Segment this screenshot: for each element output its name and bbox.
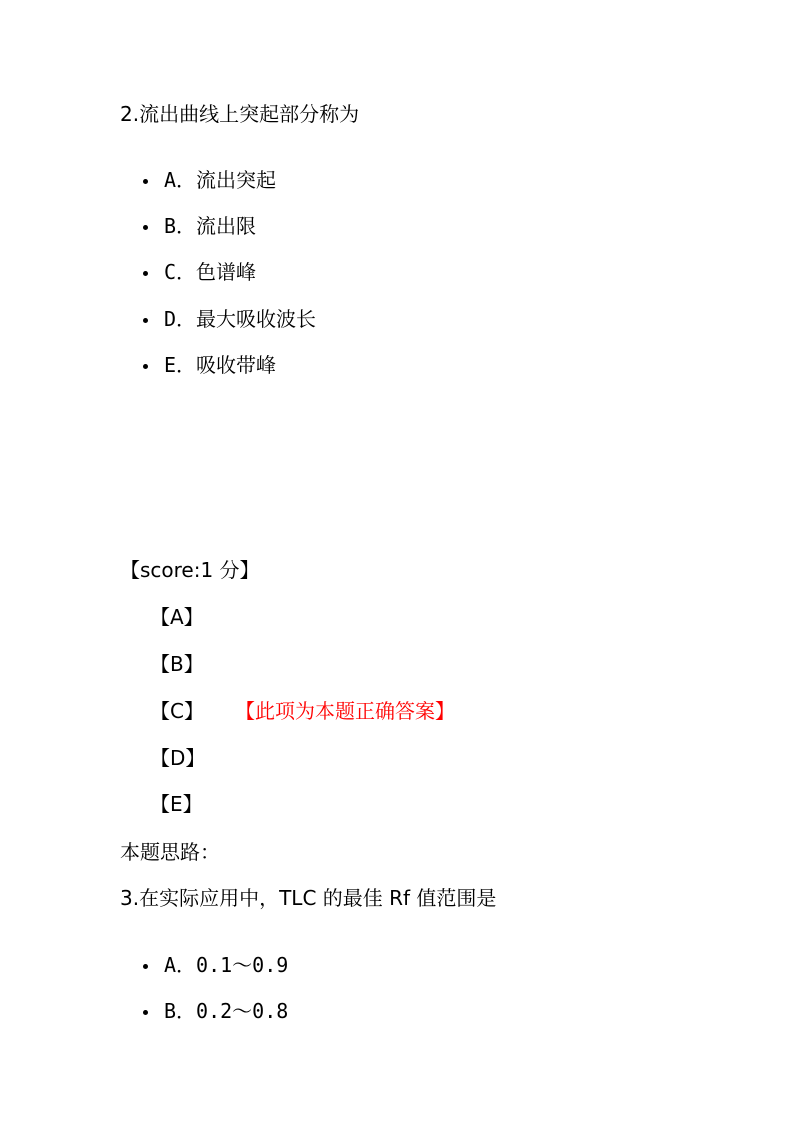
option-text: 吸收带峰 <box>196 353 277 377</box>
option-letter: E． <box>164 353 197 377</box>
option-text: 流出限 <box>196 214 257 238</box>
option-text: 0.1～0.9 <box>196 953 289 977</box>
answer-a: 【A】 <box>150 605 204 629</box>
option-c <box>143 260 256 284</box>
answer-e: 【E】 <box>150 792 203 816</box>
option-letter: D． <box>164 307 197 331</box>
bullet-icon <box>143 364 148 369</box>
correct-answer-note: 【此项为本题正确答案】 <box>235 699 455 723</box>
answer-c: 【C】 <box>150 699 204 723</box>
option-text: 流出突起 <box>196 168 277 192</box>
option-letter: A． <box>164 953 197 977</box>
option-letter: B． <box>164 214 197 238</box>
option-d <box>143 307 316 331</box>
option-letter: C． <box>164 260 197 284</box>
q3-option-b <box>143 999 288 1023</box>
option-text: 色谱峰 <box>196 260 257 284</box>
question-3-title: 3.在实际应用中，TLC 的最佳 Rf 值范围是 <box>120 886 497 910</box>
bullet-icon <box>143 179 148 184</box>
option-letter: B． <box>164 999 197 1023</box>
option-text: 0.2～0.8 <box>196 999 289 1023</box>
answer-d: 【D】 <box>150 746 206 770</box>
answer-b: 【B】 <box>150 652 204 676</box>
q3-option-a <box>143 953 288 977</box>
option-text: 最大吸收波长 <box>196 307 317 331</box>
question-2-title: 2.流出曲线上突起部分称为 <box>120 102 360 126</box>
option-b <box>143 214 256 238</box>
bullet-icon <box>143 964 148 969</box>
option-a <box>143 168 276 192</box>
option-letter: A． <box>164 168 197 192</box>
option-e <box>143 353 276 377</box>
score-label: 【score:1 分】 <box>120 558 260 582</box>
thinking-label: 本题思路： <box>120 840 220 864</box>
bullet-icon <box>143 225 148 230</box>
bullet-icon <box>143 1010 148 1015</box>
bullet-icon <box>143 318 148 323</box>
bullet-icon <box>143 271 148 276</box>
